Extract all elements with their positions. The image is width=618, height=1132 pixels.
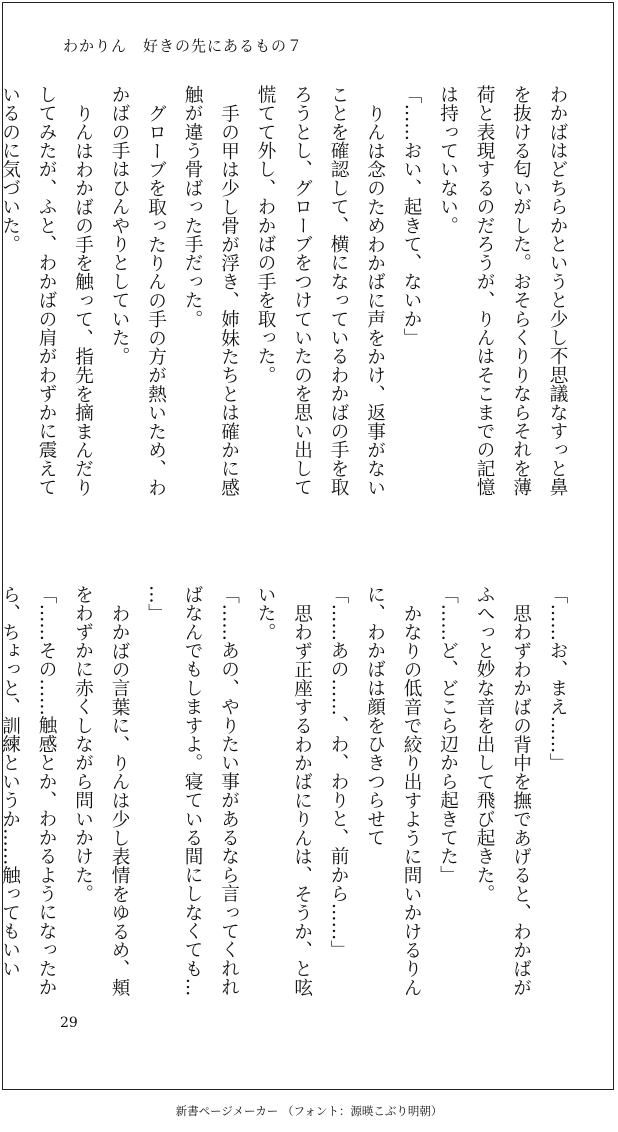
page-frame <box>2 2 614 1090</box>
text-line: ふへっと妙な音を出して飛び起きた。 <box>474 585 495 903</box>
text-line: してみたが、ふと、わかばの肩がわずかに震えて <box>36 85 57 497</box>
text-line: を抜ける匂いがした。おそらくりりならそれを薄 <box>510 85 532 497</box>
text-line: いた。 <box>255 585 276 642</box>
text-line: …」 <box>145 585 167 623</box>
page-number: 29 <box>60 1015 78 1031</box>
text-line: グローブを取ったりんの手の方が熱いため、わ <box>145 103 167 497</box>
text-line: かなりの低音で絞り出すように問いかけるりん <box>401 603 422 997</box>
text-line: は持っていない。 <box>437 85 459 235</box>
text-line: 「……ど、どこら辺から起きてた」 <box>437 585 459 885</box>
text-line: りんはわかばの手を触って、指先を摘まんだり <box>72 103 94 497</box>
text-line: かばの手はひんやりとしていた。 <box>109 85 130 366</box>
text-line: をわずかに赤くしながら問いかけた。 <box>72 585 94 903</box>
text-line: いるのに気づいた。 <box>0 85 21 254</box>
text-line: 「……あの、やりたい事があるなら言ってくれれ <box>218 585 240 997</box>
text-line: ら、ちょっと、訓練というか……触ってもいい <box>0 585 21 978</box>
text-line: ろうとし、グローブをつけていたのを思い出して <box>291 85 313 497</box>
text-block-top <box>0 85 575 530</box>
text-block-bottom <box>0 585 575 1005</box>
text-line: に、わかばは顔をひきつらせて <box>364 585 386 847</box>
text-line: わかばはどちらかというと少し不思議なすっと鼻 <box>547 85 568 497</box>
footer-credit: 新書ページメーカー （フォント：源暎こぶり明朝） <box>175 1104 443 1118</box>
text-line: 触が違う骨ばった手だった。 <box>182 85 203 329</box>
text-line: 慌てて外し、わかばの手を取った。 <box>255 85 276 385</box>
text-line: ばなんでもしますよ。寝ている間にしなくても… <box>182 585 203 997</box>
running-header: わかりん 好きの先にあるもの７ <box>63 37 304 55</box>
text-line: 荷と表現するのだろうが、りんはそこまでの記憶 <box>474 85 495 497</box>
text-line: ことを確認して、横になっているわかばの手を取 <box>328 85 349 497</box>
text-line: 思わず正座するわかばにりんは、そうか、と呟 <box>291 603 313 997</box>
text-line: わかばの言葉に、りんは少し表情をゆるめ、頬 <box>109 603 130 997</box>
text-line: 思わずわかばの背中を撫であげると、わかばが <box>510 603 532 997</box>
text-line: 「……あの……、わ、わりと、前から……」 <box>328 585 349 959</box>
text-line: 「……おい、起きて、ないか」 <box>401 85 422 347</box>
text-line: りんは念のためわかばに声をかけ、返事がない <box>364 103 386 497</box>
text-line: 手の甲は少し骨が浮き、姉妹たちとは確かに感 <box>218 103 240 497</box>
text-line: 「……その……触感とか、わかるようになったか <box>36 585 57 997</box>
text-line: 「……お、まえ……」 <box>547 585 568 772</box>
